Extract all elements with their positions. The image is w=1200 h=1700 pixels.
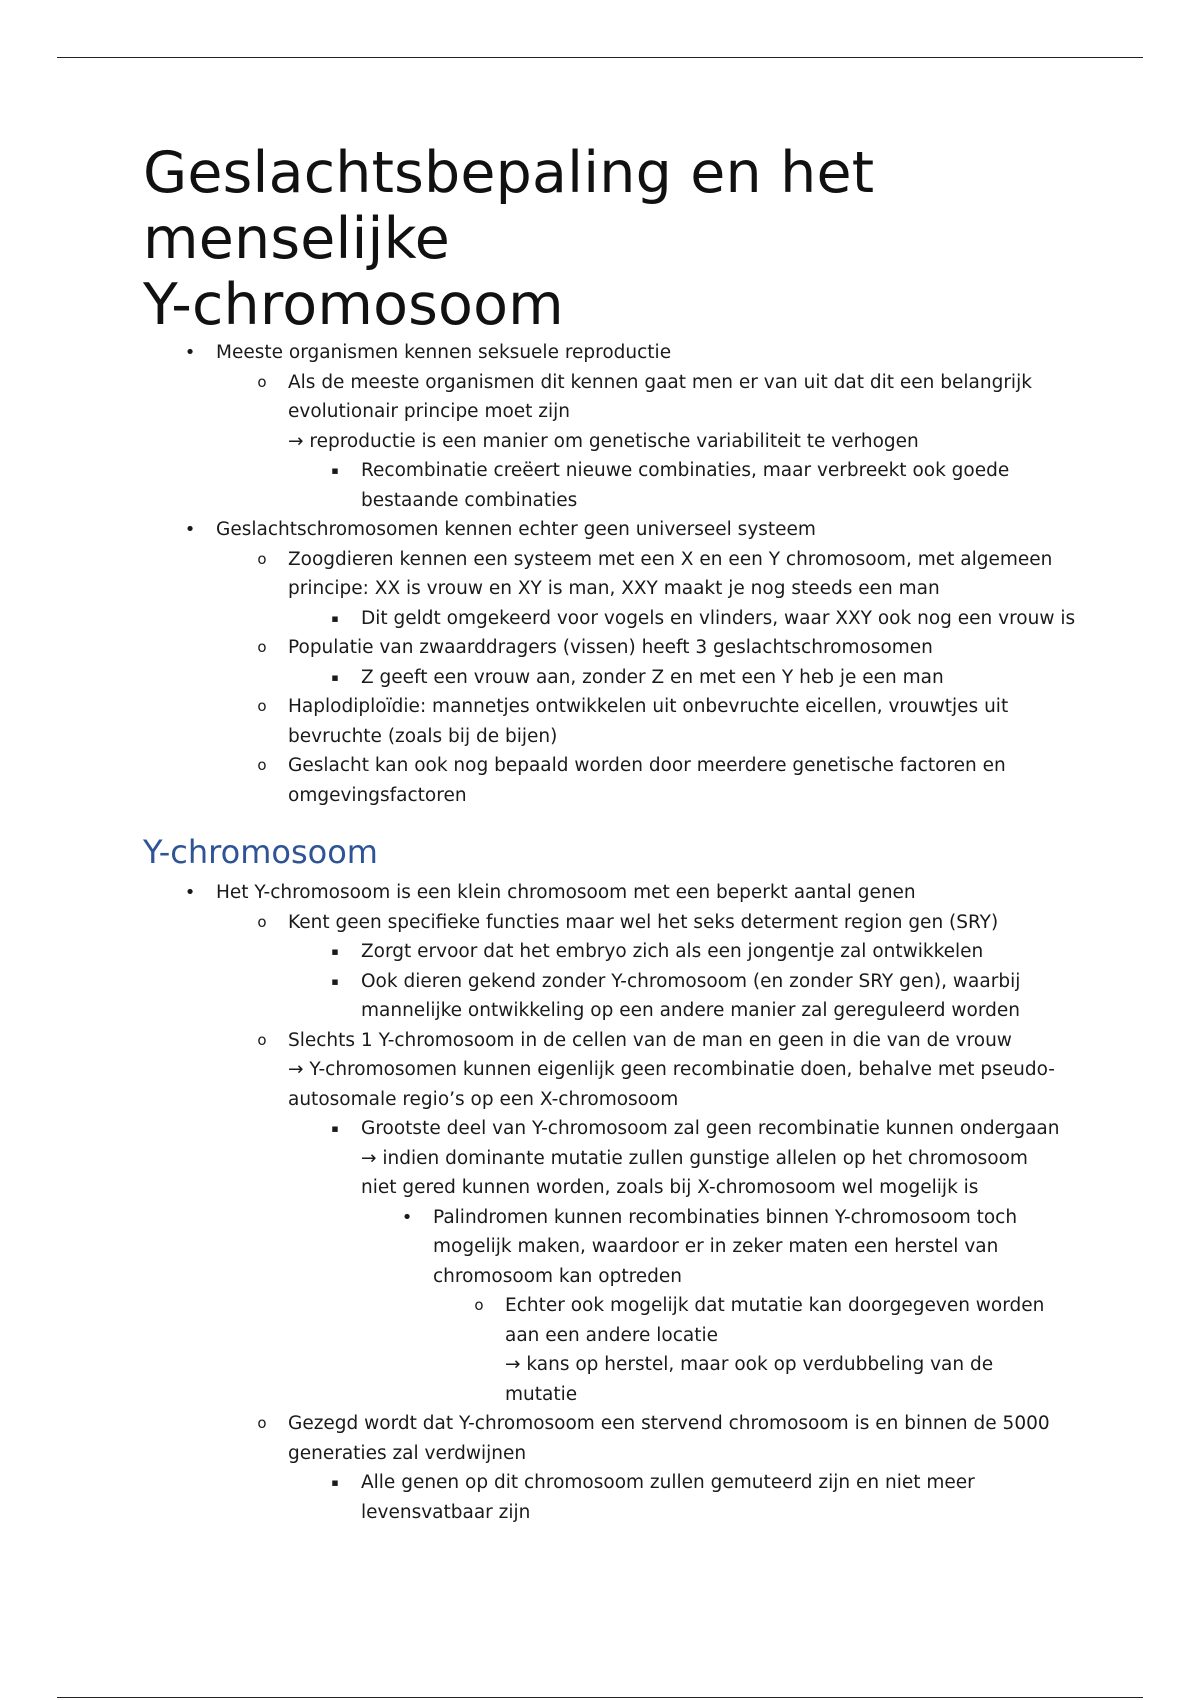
list-item [143,1291,1063,1321]
list-item [143,456,1063,486]
bullet-marker: o [474,1296,484,1314]
bullet-marker: ▪ [331,974,339,988]
bullet-marker: ▪ [331,670,339,684]
list-item-text: omgevingsfactoren [288,784,467,806]
list-item [143,1321,1063,1351]
list-item-text: Haplodiploïdie: mannetjes ontwikkelen uit onbevruchte eicellen, vrouwtjes uit [288,696,1009,717]
section-heading: Y-chromosoom [143,833,378,871]
title-line: menselijke [143,206,451,272]
list-item [143,1468,1063,1498]
list-item-text: niet gered kunnen worden, zoals bij X-chromosoom wel mogelijk is [361,1177,979,1198]
bullet-marker: o [257,912,267,931]
list-item [143,515,1063,545]
list-item [143,368,1063,398]
list-item [143,338,1063,368]
list-item-text: mutatie [505,1383,578,1405]
list-item [143,1439,1063,1469]
list-item-text: Geslacht kan ook nog bepaald worden door meerdere genetische factoren en [288,755,1006,776]
list-item [143,1173,1063,1203]
list-item-text: evolutionair principe moet zijn [288,401,571,422]
list-item-text: bevruchte (zoals bij de bijen) [288,725,558,747]
list-item-text: → indien dominante mutatie zullen gunstige allelen op het chromosoom [361,1147,1028,1169]
list-item-text: chromosoom kan optreden [433,1265,683,1287]
bullet-marker: • [184,342,196,363]
list-item-text: Als de meeste organismen dit kennen gaat men er van uit dat dit een belangrijk [288,371,1032,393]
list-item-text: Z geeft een vrouw aan, zonder Z en met een Y heb je een man [361,666,944,688]
list-item-text: levensvatbaar zijn [361,1501,531,1523]
list-item [143,663,1063,693]
list-item-text: → reproductie is een manier om genetische variabiliteit te verhogen [288,430,919,452]
list-item [143,1232,1063,1262]
list-item [143,781,1063,811]
list-item [143,1498,1063,1528]
list-item [143,1203,1063,1233]
list-item [143,486,1063,516]
list-item-text: Zorgt ervoor dat het embryo zich als een jongentje zal ontwikkelen [361,941,984,962]
list-item [143,1114,1063,1144]
bullet-marker: ▪ [331,1122,339,1135]
header-rule [57,57,1143,58]
list-item-text: autosomale regio’s op een X-chromosoom [288,1088,679,1110]
list-item [143,908,1063,938]
list-item [143,1026,1063,1056]
list-item [143,1055,1063,1085]
footer-rule [57,1697,1143,1698]
list-item [143,397,1063,427]
bullet-marker: o [257,549,267,568]
list-item-text: Populatie van zwaarddragers (vissen) heeft 3 geslachtschromosomen [288,637,933,658]
list-item-text: Recombinatie creëert nieuwe combinaties, maar verbreekt ook goede [361,460,1010,481]
bullet-marker: o [257,756,267,774]
bullet-marker: o [257,1414,267,1432]
bullet-marker: ▪ [331,611,339,625]
list-item-text: Alle genen op dit chromosoom zullen gemuteerd zijn en niet meer [361,1472,975,1493]
title-line: Geslachtsbepaling en het [143,140,875,206]
bullet-list-intro [143,338,1076,810]
list-item [143,574,1063,604]
list-item-text: Slechts 1 Y-chromosoom in de cellen van de man en geen in die van de vrouw [288,1029,1012,1051]
list-item [143,1350,1063,1380]
bullet-marker: o [257,638,267,656]
list-item [143,1409,1063,1439]
bullet-marker: ▪ [331,945,339,958]
list-item-text: mogelijk maken, waardoor er in zeker maten een herstel van [433,1236,999,1257]
bullet-marker: ▪ [331,1476,339,1489]
list-item [143,1085,1063,1115]
list-item [143,878,1063,908]
list-item-text: bestaande combinaties [361,489,578,511]
page-title [143,140,1063,338]
list-item-text: aan een andere locatie [505,1324,719,1346]
list-item-text: Grootste deel van Y-chromosoom zal geen recombinatie kunnen ondergaan [361,1118,1060,1139]
bullet-marker: o [257,1030,267,1049]
list-item-text: → kans op herstel, maar ook op verdubbeling van de [505,1354,994,1375]
bullet-marker: • [184,519,196,540]
list-item-text: Kent geen specifieke functies maar wel het seks determent region gen (SRY) [288,911,999,933]
bullet-marker: o [257,697,267,715]
list-item-text: Echter ook mogelijk dat mutatie kan doorgegeven worden [505,1295,1045,1316]
list-item [143,1262,1063,1292]
list-item [143,545,1063,575]
list-item-text: Meeste organismen kennen seksuele reproductie [216,342,672,363]
list-item-text: Zoogdieren kennen een systeem met een X en een Y chromosoom, met algemeen [288,548,1053,570]
list-item [143,996,1063,1026]
list-item-text: principe: XX is vrouw en XY is man, XXY maakt je nog steeds een man [288,578,940,599]
list-item-text: mannelijke ontwikkeling op een andere manier zal gereguleerd worden [361,1000,1020,1021]
bullet-marker: ▪ [331,464,339,477]
title-line: Y-chromosoom [143,272,564,338]
bullet-marker: o [257,372,267,391]
list-item [143,633,1063,663]
list-item [143,967,1063,997]
list-item [143,1144,1063,1174]
list-item [143,1380,1063,1410]
bullet-marker: • [184,882,196,903]
list-item-text: Gezegd wordt dat Y-chromosoom een stervend chromosoom is en binnen de 5000 [288,1413,1050,1434]
list-item [143,722,1063,752]
list-item-text: Dit geldt omgekeerd voor vogels en vlinders, waar XXY ook nog een vrouw is [361,607,1076,629]
list-item-text: Geslachtschromosomen kennen echter geen universeel systeem [216,519,816,540]
list-item-text: generaties zal verdwijnen [288,1442,527,1464]
list-item-text: Het Y-chromosoom is een klein chromosoom met een beperkt aantal genen [216,882,916,903]
document-body [143,140,1076,1527]
list-item [143,604,1076,634]
list-item [143,427,1063,457]
list-item [143,937,1063,967]
list-item [143,751,1063,781]
list-item [143,692,1063,722]
bullet-list-y-chromosome [143,878,1063,1527]
list-item-text: Ook dieren gekend zonder Y-chromosoom (en zonder SRY gen), waarbij [361,970,1021,992]
list-item-text: → Y-chromosomen kunnen eigenlijk geen recombinatie doen, behalve met pseudo- [288,1059,1055,1080]
list-item-text: Palindromen kunnen recombinaties binnen Y-chromosoom toch [433,1206,1018,1228]
bullet-marker: • [401,1206,413,1228]
